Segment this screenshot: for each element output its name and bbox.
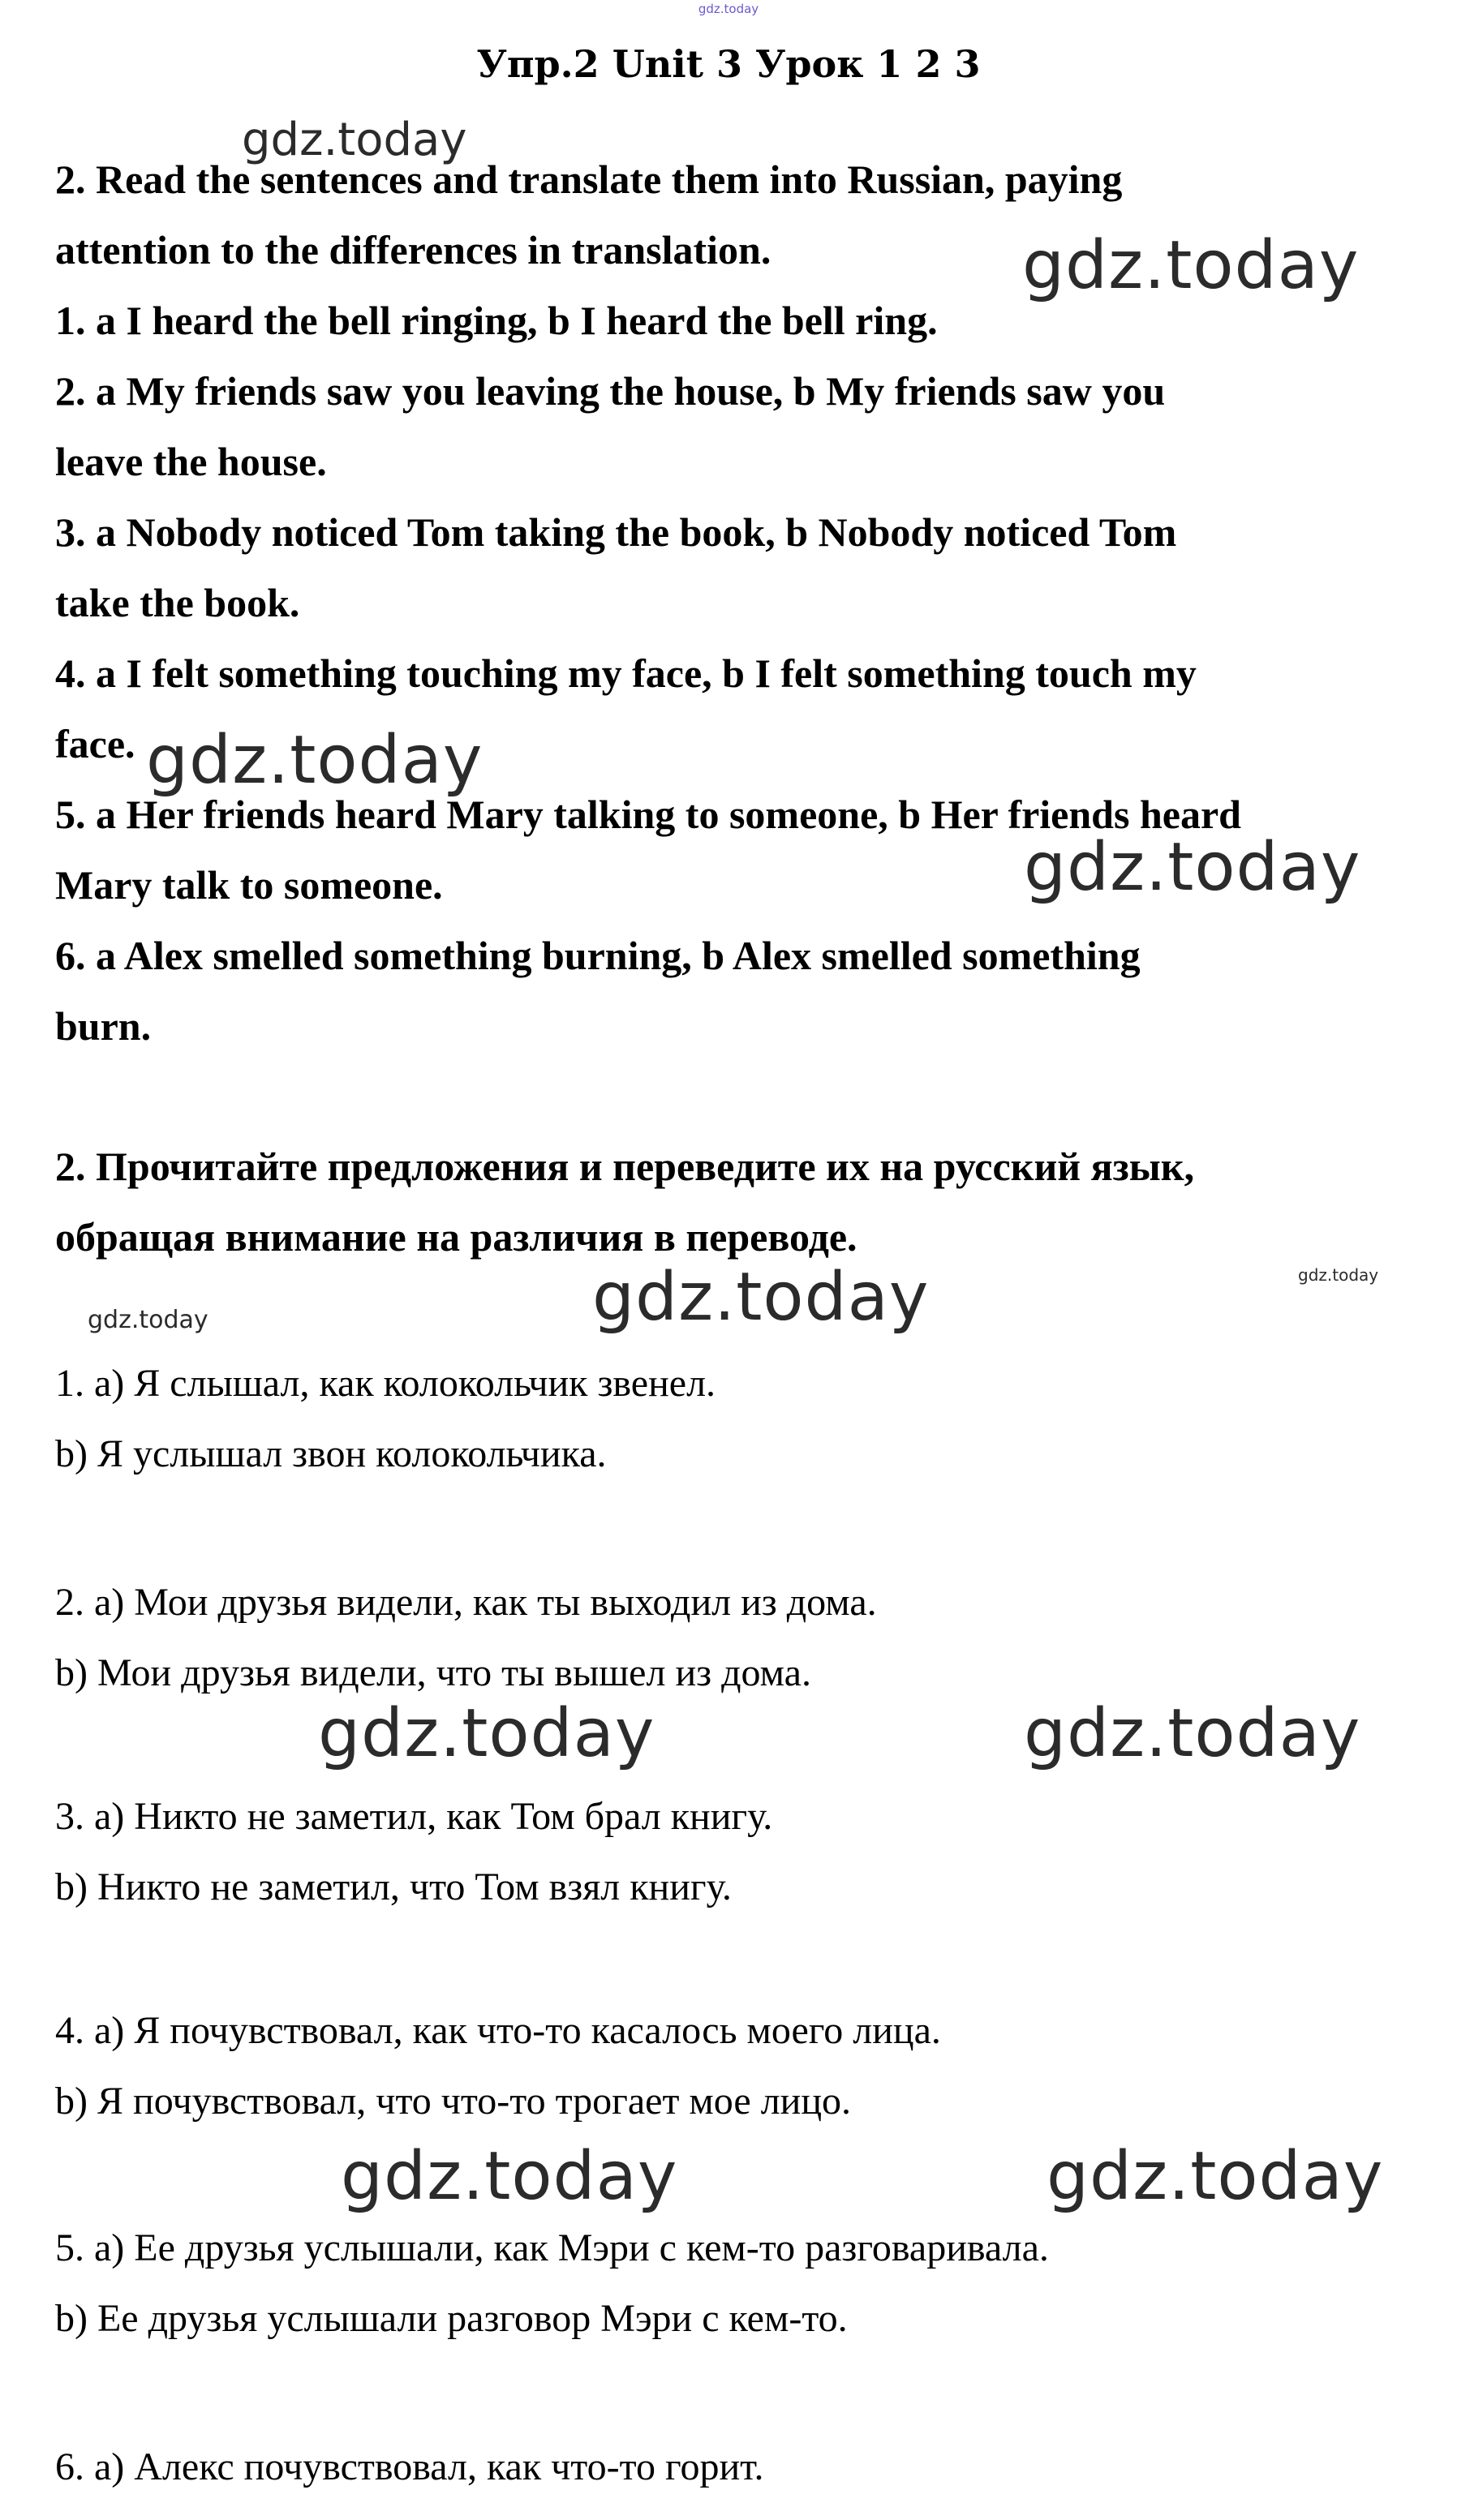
answer-line: b) Никто не заметил, что Том взял книгу. (55, 1865, 732, 1908)
page-title: Упр.2 Unit 3 Урок 1 2 3 (476, 42, 981, 86)
answer-line: 1. а) Я слышал, как колокольчик звенел. (55, 1362, 716, 1405)
russian-instruction-line: обращая внимание на различия в переводе. (55, 1214, 857, 1260)
english-sentence-line: take the book. (55, 580, 300, 625)
answer-1 (55, 1348, 716, 1489)
answer-6 (55, 2432, 764, 2502)
english-sentence-line: 3. a Nobody noticed Tom taking the book, b Nobody noticed Tom (55, 509, 1177, 555)
watermark: gdz.today (1298, 1265, 1379, 1285)
answer-line: b) Ее друзья услышали разговор Мэри с кем-то. (55, 2297, 848, 2340)
english-sentence-line: 5. a Her friends heard Mary talking to someone, b Her friends heard (55, 792, 1241, 837)
answer-5 (55, 2213, 1049, 2354)
answer-line: 5. а) Ее друзья услышали, как Мэри с кем-то разговаривала. (55, 2226, 1049, 2269)
watermark: gdz.today (341, 2138, 678, 2215)
watermark: gdz.today (1024, 1695, 1361, 1772)
watermark: gdz.today (318, 1695, 655, 1772)
english-sentence-line: 4. a I felt something touching my face, b I felt something touch my (55, 650, 1197, 696)
english-sentence-line: 2. a My friends saw you leaving the house, b My friends saw you (55, 368, 1166, 414)
answer-2 (55, 1567, 877, 1708)
watermark: gdz.today (592, 1259, 930, 1336)
watermark: gdz.today (146, 722, 484, 799)
russian-instruction-line: 2. Прочитайте предложения и переведите их на русский язык, (55, 1144, 1195, 1189)
answer-line: b) Я услышал звон колокольчика. (55, 1432, 607, 1475)
watermark: gdz.today (88, 1306, 208, 1334)
english-sentence-line: 1. a I heard the bell ringing, b I heard the bell ring. (55, 298, 938, 343)
answer-line: 4. а) Я почувствовал, как что-то касалось моего лица. (55, 2009, 941, 2052)
russian-instruction (55, 1131, 1434, 1273)
answer-line: b) Мои друзья видели, что ты вышел из дома. (55, 1651, 811, 1694)
site-mark: gdz.today (698, 2, 759, 16)
english-instruction-line: 2. Read the sentences and translate them into Russian, paying (55, 157, 1123, 202)
answer-line: 2. а) Мои друзья видели, как ты выходил из дома. (55, 1581, 877, 1624)
answer-line: b) Я почувствовал, что что-то трогает мое лицо. (55, 2080, 852, 2123)
watermark: gdz.today (1024, 829, 1361, 906)
english-sentence-line: Mary talk to someone. (55, 862, 443, 908)
english-instruction-line: attention to the differences in translation. (55, 227, 771, 273)
english-sentence-line: burn. (55, 1003, 152, 1049)
watermark: gdz.today (242, 114, 467, 166)
watermark: gdz.today (1022, 227, 1360, 304)
answer-4 (55, 1995, 941, 2136)
english-sentence-line: leave the house. (55, 439, 327, 484)
english-sentence-line: face. (55, 721, 135, 766)
answer-3 (55, 1781, 772, 1922)
watermark: gdz.today (1047, 2138, 1384, 2215)
answer-line: 6. а) Алекс почувствовал, как что-то горит. (55, 2445, 764, 2488)
answer-line: 3. а) Никто не заметил, как Том брал книгу. (55, 1795, 773, 1838)
english-sentence-line: 6. a Alex smelled something burning, b Alex smelled something (55, 933, 1141, 978)
